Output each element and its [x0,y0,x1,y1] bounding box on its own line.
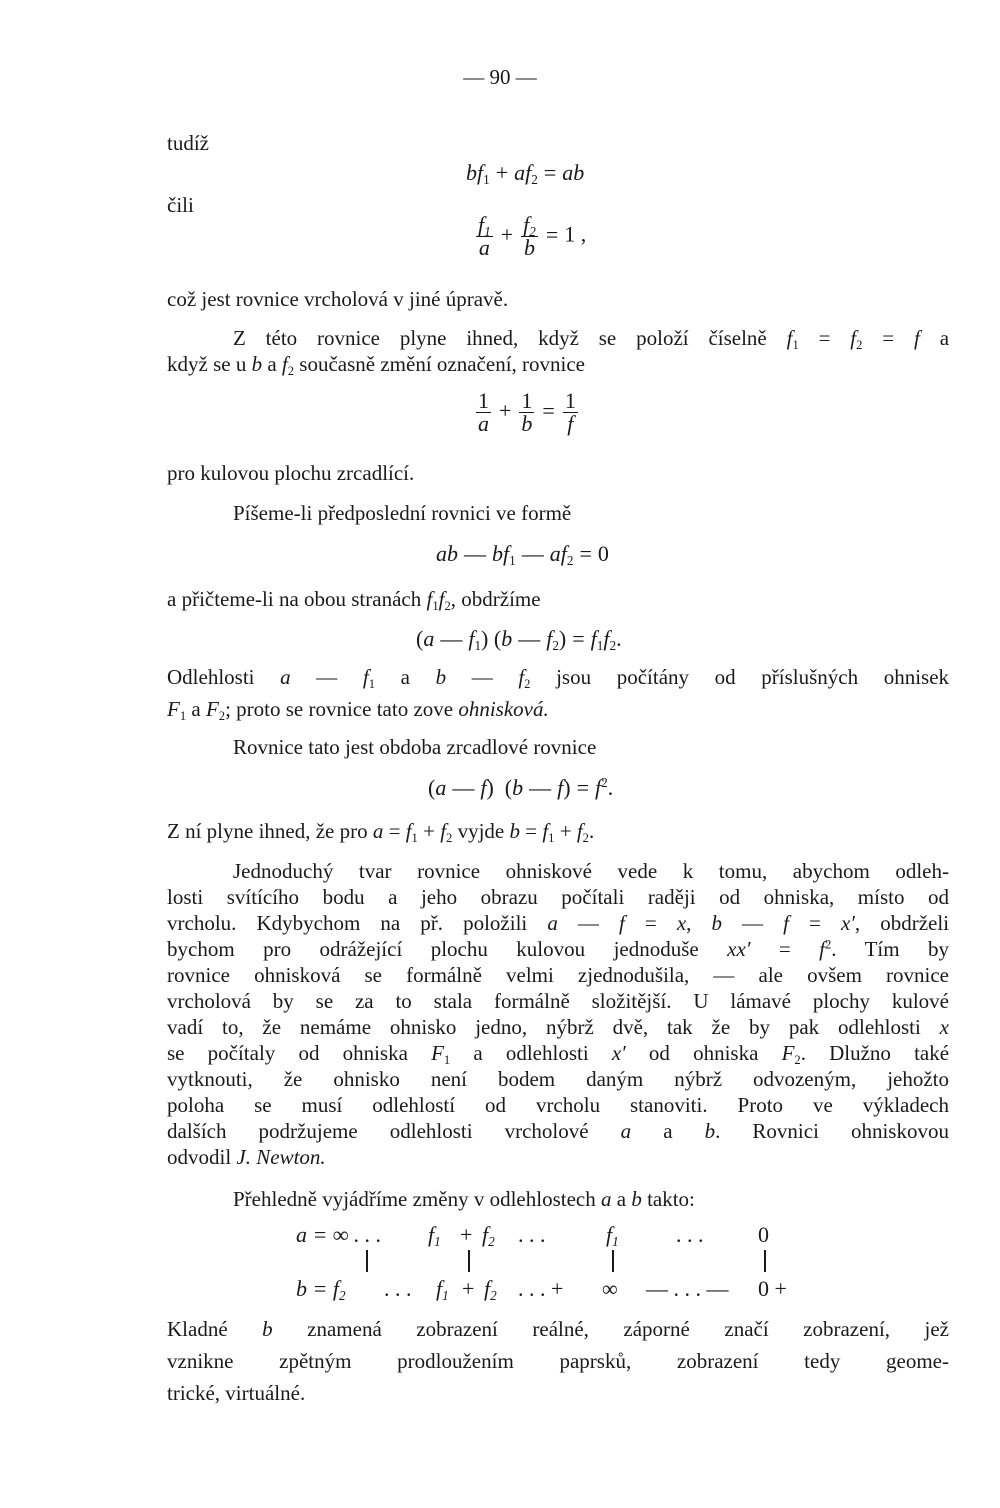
paragraph-z-teto-line1: Z této rovnice plyne ihned, když se položí číselně $f_1 = f_2 = f$ a [233,326,950,352]
text-coz-jest: což jest rovnice vrcholová v jiné úpravě. [167,287,509,311]
text-z-ni-plyne: Z ní plyne ihned, že pro $a = f_1 + f_2$ vyjde $b = f_1 + f_2$. [167,819,595,845]
text-pro-kulovou: pro kulovou plochu zrcadlící. [167,461,415,485]
table-connector-2 [468,1250,470,1272]
text-odlehlosti-line2: $F_1$ a $F_2$; proto se rovnice tato zove ohnisková. [167,697,549,723]
para-line-10: poloha se musí odlehlostí od vrcholu stanoviti. Proto ve výkladech [167,1093,949,1117]
equation-ab-bf1-af2-0: ab — $bf_1$ — $af_2 = 0$ [436,541,609,568]
para-line-4: bychom pro odrážející plochu kulovou jednoduše $xx' = f^2$. Tím by [167,937,950,961]
table-row2-dashes: — . . . — [646,1276,729,1301]
equation-focal-product: (a — $f_1$) (b — $f_2) = f_1f_2$. [416,626,622,653]
equation-mirror: $\frac{1}{a}$ + $\frac{1}{b}$ = $\frac{1}{f}$ [478,388,576,436]
closing-line-3: trické, virtuálné. [167,1381,306,1405]
para-line-9: vytknouti, že ohnisko není bodem daným nýbrž odvozeným, jehožto [167,1067,949,1091]
para-line-11: dalších podržujeme odlehlosti vrcholové a a b. Rovnici ohniskovou [167,1119,949,1143]
para-line-5: rovnice ohnisková se formálně velmi zjednodušila, — ale ovšem rovnice [167,963,949,987]
text-pricteme: a přičteme-li na obou stranách $f_1f_2$, obdržíme [167,587,541,613]
para-line-6: vrcholová by se za to stala formálně složitější. U lámavé plochy kulové [167,989,949,1013]
para-line-2: losti svítícího bodu a jeho obrazu počítali raději od ohniska, místo od [167,885,949,909]
table-row2-b: $b = f_2$ [296,1276,346,1303]
table-row2-f2: $f_2$ [484,1276,497,1303]
table-row1-dots: . . . [518,1222,546,1247]
table-row1-plus: + [460,1222,473,1247]
para-line-12: odvodil J. Newton. [167,1145,326,1169]
word-cili: čili [167,193,194,217]
para-line-1: Jednoduchý tvar rovnice ohniskové vede k tomu, abychom odleh- [233,859,949,883]
closing-line-2: vznikne zpětným prodloužením paprsků, zobrazení tedy geome- [167,1349,949,1373]
table-row2-infinity: ∞ [602,1276,618,1301]
table-row2-plus: + [462,1276,475,1301]
equation-newton-mirror: (a — f) (b — $f) = f^2$. [428,775,614,800]
text-prehledne: Přehledně vyjádříme změny v odlehlostech a a b takto: [233,1187,695,1211]
table-connector-4 [764,1250,766,1272]
table-row2-zero-plus: 0 + [758,1276,787,1301]
page-number: — 90 — [463,65,537,89]
equation-bf1-af2-ab: $bf_1 + af_2$ = ab [466,160,585,187]
table-row1-dots2: . . . [676,1222,704,1247]
word-tudiz: tudíž [167,131,209,155]
distance-change-table [296,1222,816,1302]
para-line-3: vrcholu. Kdybychom na př. položili a — f = x, b — f = x′, obdrželi [167,911,950,935]
paragraph-z-teto-line2: když se u b a $f_2$ současně změní označení, rovnice [167,352,586,378]
table-connector-3 [612,1250,614,1272]
table-connector-1 [366,1250,368,1272]
table-row1-f1: $f_1$ [428,1222,441,1249]
text-odlehlosti-line1: Odlehlosti a — $f_1$ a b — $f_2$ jsou počítány od příslušných ohnisek [167,665,950,691]
table-row2-f1: $f_1$ [436,1276,449,1303]
para-line-8: se počítaly od ohniska $F_1$ a odlehlosti x′ od ohniska $F_2$. Dlužno také [167,1041,950,1067]
table-row1-f2: $f_2$ [482,1222,495,1249]
table-row1-zero: 0 [758,1222,769,1247]
text-rovnice-tato: Rovnice tato jest obdoba zrcadlové rovnice [233,735,597,759]
table-row1-a: a = ∞ . . . [296,1222,382,1247]
table-row1-f1-alone: $f_1$ [606,1222,619,1249]
table-row2-dots: . . . [384,1276,412,1301]
table-row2-dots-plus: . . . + [518,1276,564,1301]
closing-line-1: Kladné b znamená zobrazení reálné, záporné značí zobrazení, jež [167,1317,950,1341]
text-piseme: Píšeme-li předposlední rovnici ve formě [233,501,572,525]
equation-f1a-f2b-1: $\frac{f_1}{a}$ + $\frac{f_2}{b}$ = 1 , [478,212,587,260]
para-line-7: vadí to, že nemáme ohnisko jedno, nýbrž dvě, tak že by pak odlehlosti x [167,1015,949,1039]
